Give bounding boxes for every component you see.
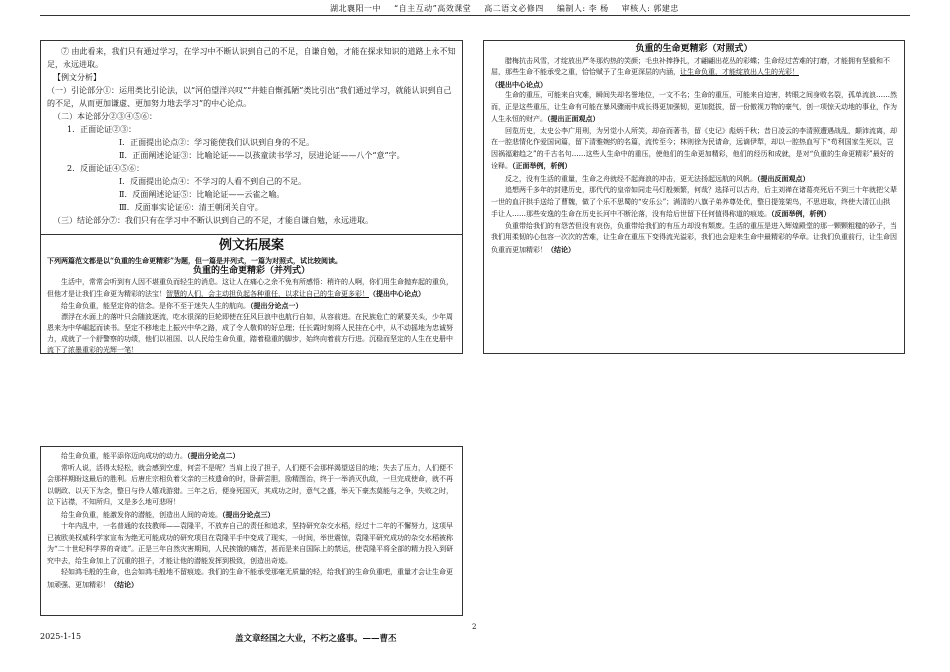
essay1-para-1 <box>47 277 456 300</box>
editor-name: 编制人: 李 杨 <box>556 4 609 13</box>
essay2-para-3-text: 回览历史，太史公李广用刑，为另觉小人所笑，却奋而著书，留《史记》彪炳千秋；昔日凌云的李清照遭遇战乱，颠沛流离，却在一腔悲情化作爱国词篇，留下清雅婉约的名篇，流传至今；林则徐为民请命，远谪伊犁，却以一腔热血写下“苟利国家生死以，岂因祸福避趋之”的千古名句……这些人生命中的重压，使他们的生命更加精彩，他们的经历和成就，是对“负重的生命更精彩”最好的诠释。 <box>491 126 897 170</box>
essay2-thesis: 让生命负重，才能绽放出人生的光彩！ <box>680 68 799 76</box>
analysis-intro: （一）引论部分①：运用类比引论法，以“河伯望洋兴叹”“井蛙自惭孤陋”类比引出“我们通过学习，就能认识到自己的不足，从而更加谦虚、更加努力地去学习”的中心论点。 <box>47 86 452 108</box>
essay1-para-6 <box>47 509 456 522</box>
essay2-para-5-text: 追想两千多年的封建历史，那代代的皇帝如同走马灯般频繁，何哉？选择可以古舟，后主刘禅在诸葛亮死后不到三十年就把父辈一世的血汗拱手送给了曹魏，做了个乐不思蜀的“安乐公”；满清的八旗子弟养尊处优，整日提笼架鸟，不思进取，终使大清江山拱手让人……那些安逸的生命在历史长河中不断沦落，没有给后世留下任何值得称道的痕迹。 <box>491 186 897 218</box>
essay2-para-6-text: 负重带给我们的有怨苦但没有哀伤，负重带给我们的有压力却没有颓废。生活的重压是进入辉煌殿堂的那一颗颗粗糙的砂子，当我们用柔韧的心包容一次次的苦难，让生命在重压下变得流光溢彩，我们也会迎来生命中最精彩的华章。让我们负重前行，让生命因负重而更加精彩！ <box>491 221 897 254</box>
essay2-positive-tag: （提出正面观点） <box>547 114 600 123</box>
essay1-para-6-text: 给生命负重，能激发你的潜能，创造出人间的奇迹。 <box>61 510 222 519</box>
essay1-subpoint-2-tag: （提出分论点二） <box>187 451 240 460</box>
essay1-continuation-box <box>40 446 463 616</box>
series-name: “自主互动”高效课堂 <box>394 4 472 13</box>
positive-point-1: Ⅰ．正面提出论点②：学习能使我们认识到自身的不足。 <box>119 138 315 147</box>
essay2-positive-example-tag: （正面举例，析例） <box>512 161 572 170</box>
extension-instruction: 下列两篇范文都是以“负重的生命更精彩”为题，但一篇是并列式，一篇为对照式，试比较阅读。 <box>47 256 343 265</box>
essay1-thesis-tag: （提出中心论点） <box>369 289 425 298</box>
negative-point-1: Ⅰ．反面提出论点④：不学习的人看不到自己的不足。 <box>119 177 307 186</box>
essay2-para-2 <box>491 90 897 126</box>
essay2-negative-tag: （提出反面观点） <box>757 173 810 183</box>
negative-point-2: Ⅱ．反面阐述论证⑤：比喻论证——云雀之喻。 <box>119 190 285 199</box>
extension-heading: 例文拓展案 <box>218 238 284 253</box>
analysis-title: 【例文分析】 <box>53 73 101 82</box>
essay2-para-6 <box>491 221 897 257</box>
essay1-subpoint-3-tag: （提出分论点三） <box>222 509 275 519</box>
footer-quote: 盖文章经国之大业，不朽之盛事。——曹丕 <box>235 634 397 644</box>
footer-date: 2025-1-15 <box>40 632 82 641</box>
essay2-para-3 <box>491 126 897 173</box>
essay1-para-7: 十年内乱中，一名普通的农技教师——袁隆平，不放弃自己的责任和追求，坚持研究杂交水稻，经过十二年的不懈努力，这项早已被欧美权威科学家宣布为绝无可能成功的研究项目在袁隆平手中变成了现实，一时间，举世震惊，袁隆平研究成功的杂交水稻被称为“二十世纪科学界的奇迹”。正是三年自然灾害期间，人民挨饿的痛苦，甚而是来自国际上的禁运，使袁隆平将全部的精力投入到研究中去，给生命加上了沉重的担子，才能让他的潜能发挥到极致，创造出奇迹。 <box>47 522 454 565</box>
essay2-thesis-tag: （提出中心论点） <box>491 79 547 89</box>
essay1-para-8-text: 轻如鸿毛般的生命，也会如鸿毛般地不留痕迹。我们的生命不能承受那毫无质量的轻，给我们的生命负重吧，重量才会让生命更加顽强、更加精彩！ <box>47 568 453 589</box>
page-number: 2 <box>472 623 477 631</box>
header-rule <box>40 15 910 16</box>
essay1-para-4-text: 给生命负重，能平添你迈向成功的动力。 <box>61 452 187 460</box>
course-name: 高二语文必修四 <box>484 4 544 13</box>
essay1-para-5: 常听人说，活得太轻松，就会感到空虚，何尝不是呢？当肩上没了担子，人们便不会那样渴望送目的地；失去了压力，人们便不会那样期盼这最后的胜利。后唐庄宗相负着父亲的三枝遗命的时，卧薪尝胆，励精图治，终于一举消灭仇敌，一旦完成使命，就不再以朝政、以天下为念，整日与伶人嬉戏游猎。三年之后，便身死国灭，其成功之时，意气之盛，举天下豪杰莫能与之争，失败之时，泣下沾襟，不知所归，又是多么地可悲呀！ <box>47 463 453 506</box>
essay1-para-1-text: 生活中，常常会听到有人因不堪重负而轻生的消息。这让人在痛心之余不免有所感悟：稍许的人啊，你们用生命抛弃起的重负，但他才是让我们生命更为精彩的法宝！ <box>47 278 453 298</box>
essay2-conclusion-tag: （结论） <box>547 244 575 254</box>
analysis-conclusion: （三）结论部分⑦：我们只有在学习中不断认识到自己的不足，才能自谦自勉，永远进取。 <box>53 216 373 225</box>
essay-title-contrast: 负重的生命更精彩（对照式） <box>635 44 753 54</box>
reviewer-name: 审核人: 郭建忠 <box>621 4 679 13</box>
essay2-para-5 <box>491 185 897 221</box>
negative-point-3: Ⅲ．反面事实论证⑥：清王朝闭关自守。 <box>119 203 263 212</box>
essay2-negative-example-tag: （反面举例，析例） <box>771 209 831 218</box>
essay2-para-1 <box>491 56 897 79</box>
contrast-essay-box <box>483 40 905 354</box>
extension-box <box>40 234 463 354</box>
analysis-body: （二）本论部分②③④⑤⑥： <box>53 112 157 121</box>
school-name: 湖北襄阳一中 <box>330 4 381 13</box>
essay1-para-3: 漂浮在水面上的落叶只会随波逐流，吃水很深的巨轮即使在狂风巨浪中也航行自如，从容前进。在民族危亡的紧要关头，少年周恩来为中华崛起而读书。坚定不移地走上振兴中华之路，成了令人敬仰的好总理；任长霞时刻将人民挂在心中，从不动摇地为忠诚努力，成就了一个舒警察的功绩，他们以祖国、以人民给生命负重，踏着稳重的脚步，始终向着前方行进。沉稳而坚定的人生在史册中流下了浓墨重彩的光辉一笔！ <box>47 313 453 354</box>
essay-title-parallel: 负重的生命更精彩（并列式） <box>192 266 310 276</box>
essay1-conclusion-tag: （结论） <box>110 579 138 589</box>
essay1-thesis: 智慧的人们，会主动担负起各种重任，以求让自己的生命更多彩！ <box>166 290 369 298</box>
essay2-para-4 <box>491 173 897 186</box>
positive-point-2: Ⅱ．正面阐述论证③：比喻论证——以孩童读书学习，层进论证——八个“意”字。 <box>119 151 405 160</box>
essay1-subpoint-1-tag: （提出分论点一） <box>250 301 303 310</box>
page-header <box>330 3 910 14</box>
essay1-para-8 <box>47 567 456 591</box>
essay2-para-1-text: 腊梅抗击风雪，才绽放出严冬那灼热的笑颜；毛虫补捧挣扎，才翩翩出花丛的彩蝶；生命经过苦难的打磨，才能拥有坚毅和不屈，那些生命不能承受之重，恰恰赋予了生命更深层的内涵， <box>491 56 890 76</box>
positive-argument: 1．正面论证②③： <box>67 125 137 134</box>
negative-argument: 2．反面论证④⑤⑥： <box>67 164 145 173</box>
paragraph-7: ⑦ 由此看来，我们只有通过学习，在学习中不断认识到自己的不足，自谦自勉，才能在探求知识的道路上永不知足，永远进取。 <box>47 47 456 69</box>
example-analysis-box <box>40 40 463 235</box>
essay2-para-4-text: 反之，没有生活的重量，生命之舟就经不起海浪的冲击，更无法扬起远航的风帆。 <box>505 174 757 183</box>
essay1-para-4 <box>47 450 456 463</box>
essay1-para-2-text: 给生命负重，能坚定你的信念。是你不至于迷失人生的航向。 <box>61 302 250 310</box>
essay2-para-2-text: 生命的重压，可能来自灾难，瞬间失却名誉地位，一文不名；生命的重压，可能来自迫害，转眼之间身败名裂，孤单流浪……然而，正是这些重压，让生命有可能在暴风骤雨中成长得更加强韧，更加挺拔，留一份傲视万物的豪气，创一项惊天动地的事业，作为人生永恒的财产。 <box>491 91 897 123</box>
essay1-para-2 <box>47 300 456 312</box>
